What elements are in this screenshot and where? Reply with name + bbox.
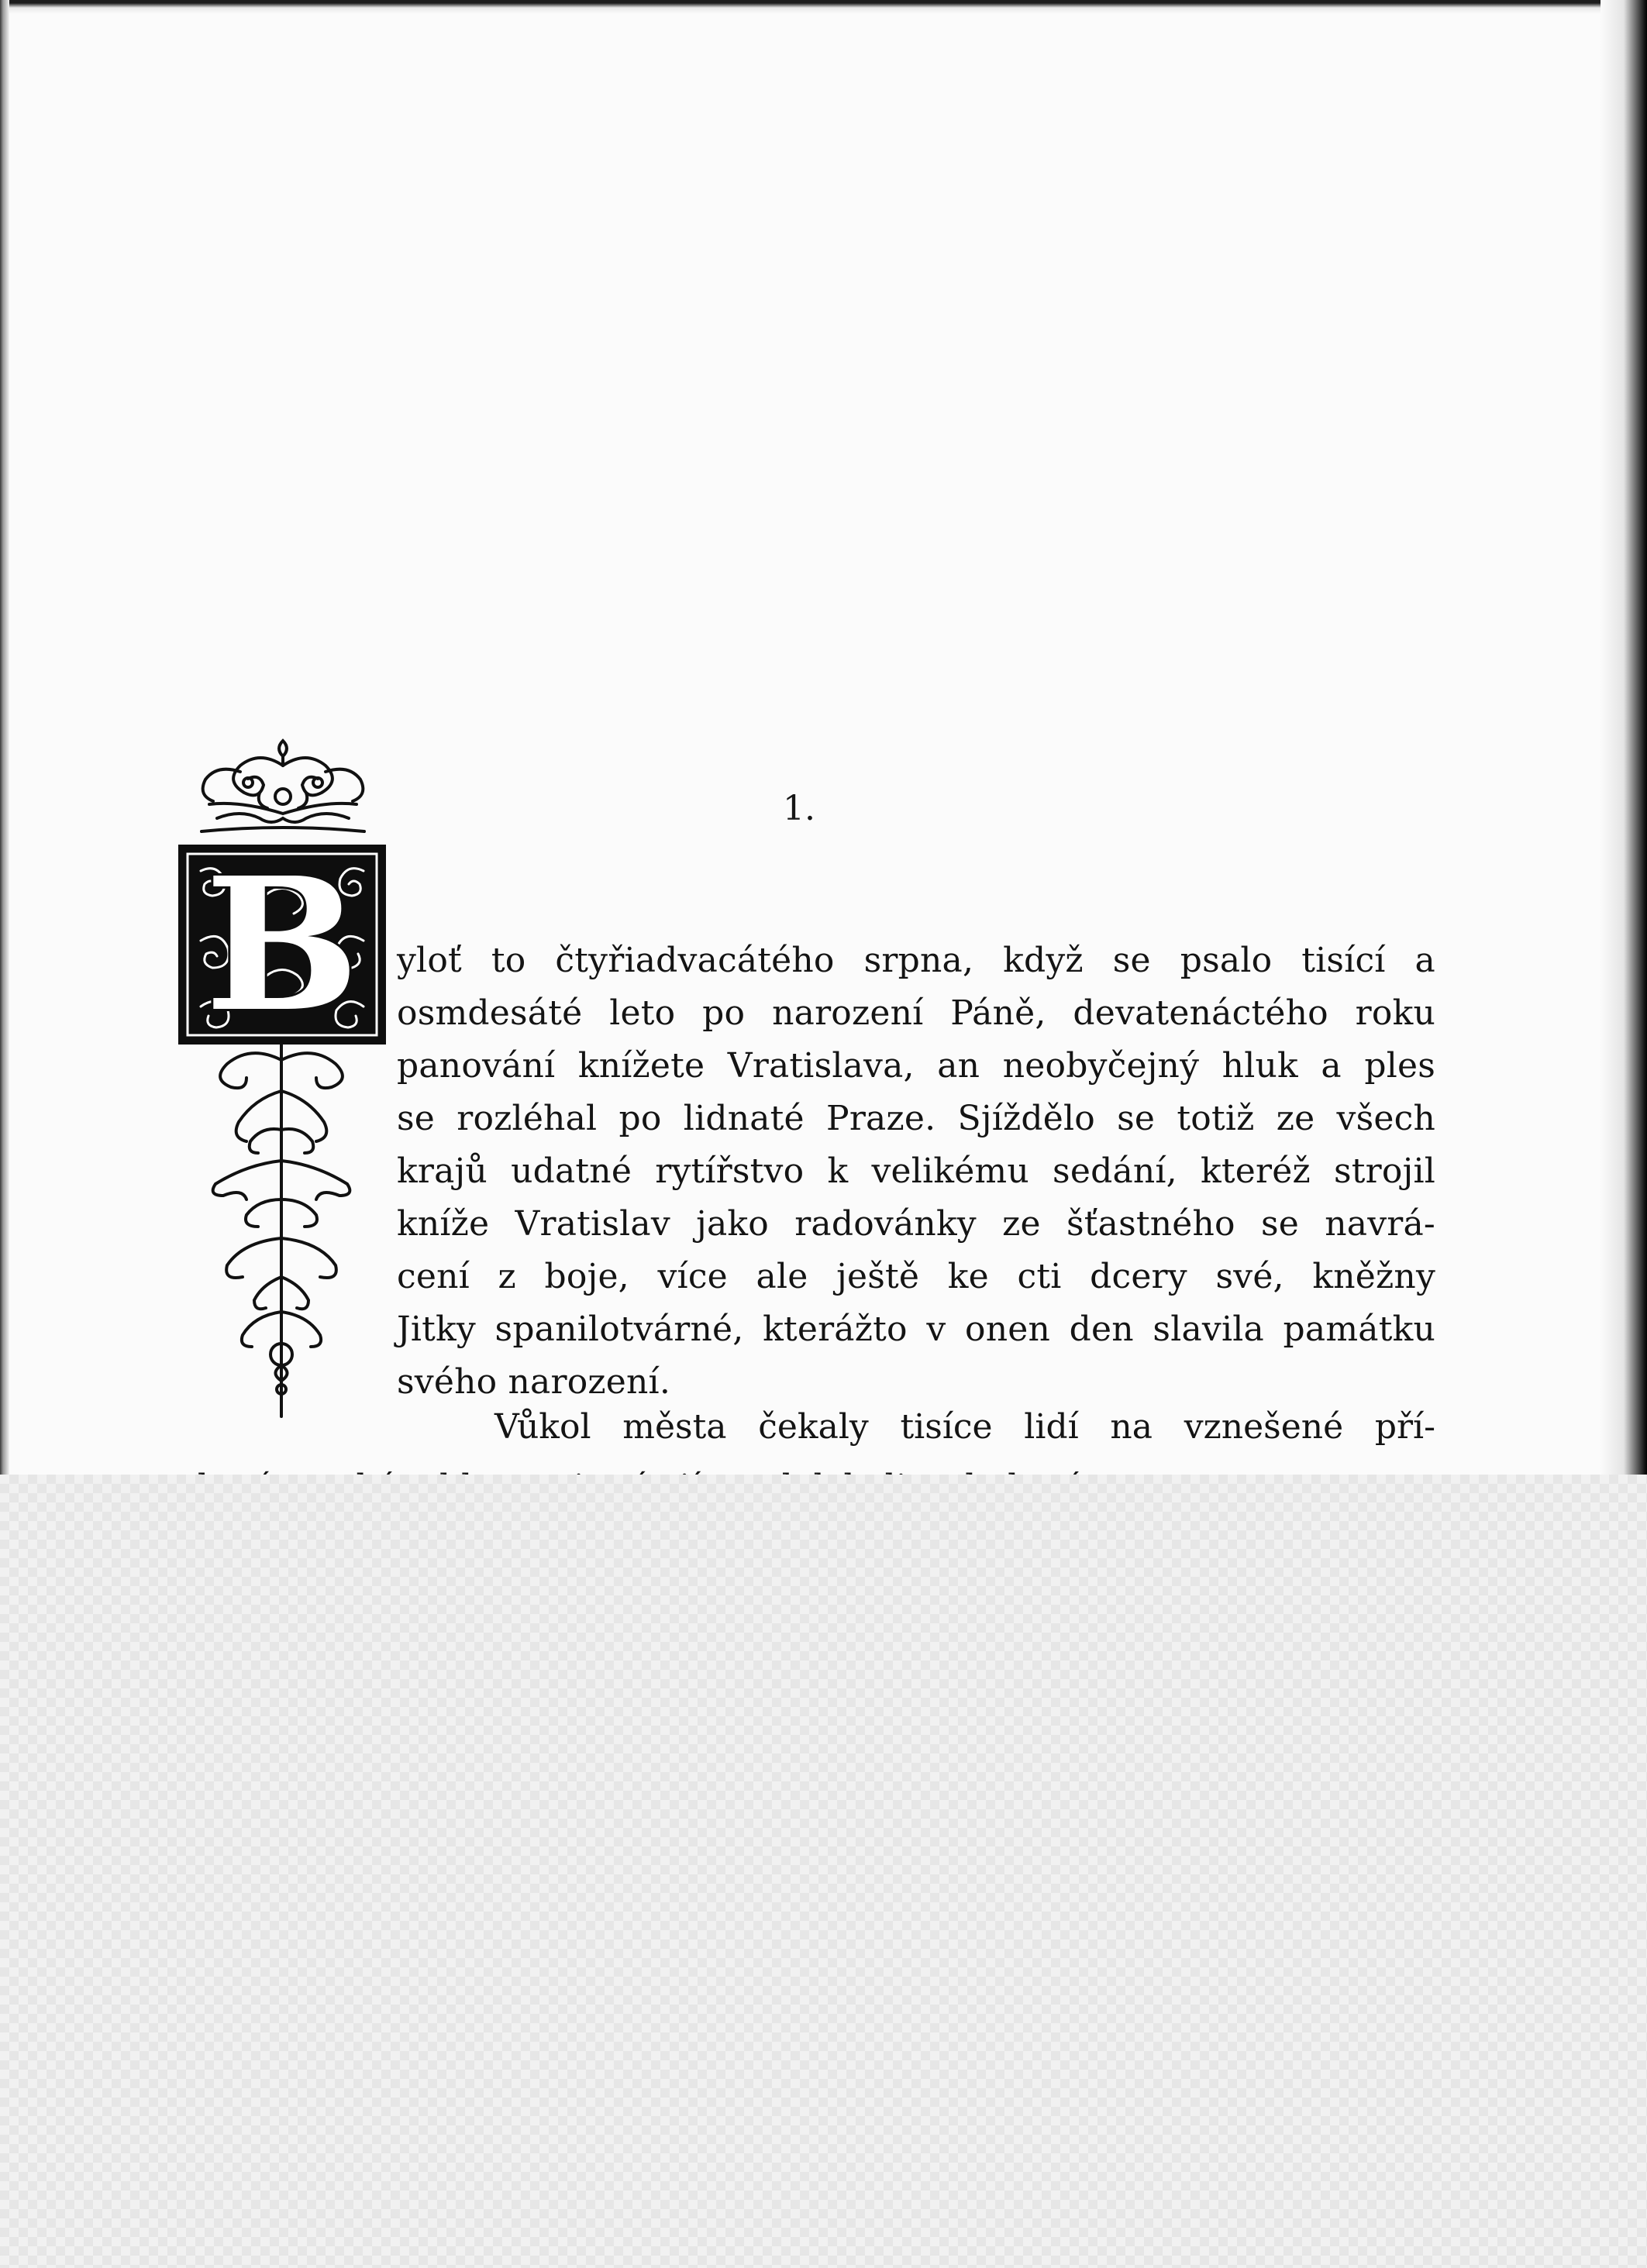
text-line: osmdesáté leto po narození Páně, devatenáctého roku xyxy=(397,993,1435,1033)
chapter-number: 1. xyxy=(783,789,815,828)
text-line: Jitky spanilotvárné, kterážto v onen den slavila památku xyxy=(397,1310,1435,1349)
scan-left-edge xyxy=(0,0,9,1475)
drop-cap-letter: B xyxy=(205,837,360,1052)
paragraph-1 xyxy=(397,934,1435,1409)
text-line: cení z boje, více ale ještě ke cti dcery své, kněžny xyxy=(397,1257,1435,1296)
text-line: krajů udatné rytířstvo k velikému sedání, kteréž strojil xyxy=(397,1151,1435,1191)
text-line: svého narození. xyxy=(397,1362,671,1402)
text-line: kníže Vratislav jako radovánky ze šťastného se navrá- xyxy=(397,1204,1435,1244)
scan-top-edge xyxy=(0,0,1647,14)
cut-off-text-line xyxy=(178,1457,1449,1475)
text-line: Vůkol města čekaly tisíce lidí na vznešené pří- xyxy=(494,1407,1435,1447)
missing-image-area xyxy=(0,1475,1647,2268)
paragraph-2 xyxy=(397,1401,1435,1454)
scan-right-edge xyxy=(1600,0,1647,1475)
vine-ornament-icon xyxy=(200,1045,363,1432)
drop-cap xyxy=(178,837,386,1052)
text-line: se rozléhal po lidnaté Praze. Sjíždělo se totiž ze všech xyxy=(397,1099,1435,1138)
text-line: panování knížete Vratislava, an neobyčejný hluk a ples xyxy=(397,1046,1435,1086)
text-line: yloť to čtyřiadvacátého srpna, když se psalo tisící a xyxy=(397,941,1435,980)
top-ornament-icon xyxy=(186,735,380,843)
